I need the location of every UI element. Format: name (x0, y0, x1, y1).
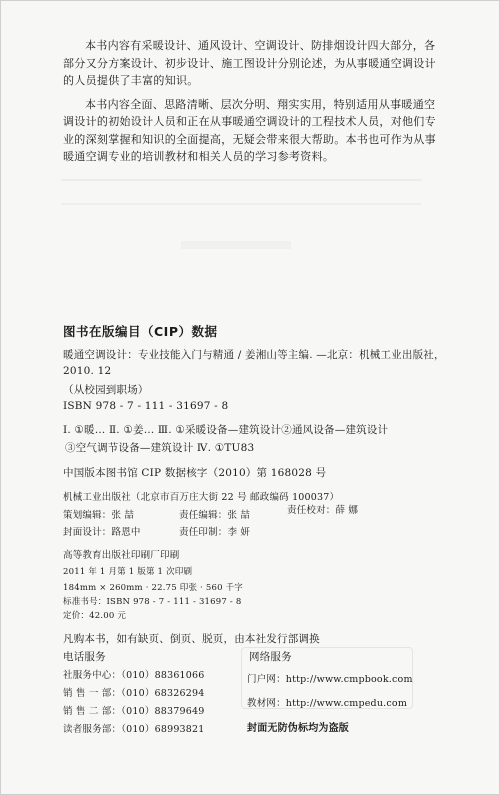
bleed-through-mark (181, 241, 291, 249)
standard-isbn: 标准书号：ISBN 978 - 7 - 111 - 31697 - 8 (63, 597, 242, 607)
phone-service-center: 社服务中心：（010）88361066 (63, 670, 205, 681)
cip-line: 暖通空调设计：专业技能入门与精通 / 姜湘山等主编. —北京：机械工业出版社， (63, 349, 445, 361)
cip-line: （从校园到职场） (63, 384, 149, 396)
phone-sales-1: 销 售 一 部：（010）68326294 (63, 688, 205, 699)
format: 184mm × 260mm · 22.75 印张 · 560 千字 (63, 583, 243, 593)
phone-sales-2: 销 售 二 部：（010）88379649 (63, 706, 205, 717)
cip-title: 图书在版编目（CIP）数据 (63, 324, 218, 339)
responsible-editor: 责任编辑：张 喆 (179, 510, 251, 521)
phone-reader-service: 读者服务部：（010）68993821 (63, 724, 205, 735)
book-description (63, 37, 443, 166)
cip-line: 2010. 12 (63, 365, 112, 377)
cip-line: Ⅰ. ①暖… Ⅱ. ①姜… Ⅲ. ①采暖设备—建筑设计②通风设备—建筑设计 (63, 424, 389, 436)
network-service-header: 网络服务 (249, 651, 292, 663)
price: 定价：42.00 元 (63, 611, 127, 621)
description-paragraph-2: 本书内容全面、思路清晰、层次分明、翔实实用，特别适用从事暖通空调设计的初始设计人员和正在从事暖通空调设计的工程技术人员，对他们专业的深刻掌握和知识的全面提高，无疑会带来很大帮助。本书也可作为从事暖通空调专业的培训教材和相关人员的学习参考资料。 (63, 97, 436, 163)
education-website: 教材网：http://www.cmpedu.com (247, 698, 408, 709)
edition: 2011 年 1 月第 1 版第 1 次印刷 (63, 567, 193, 577)
anticounterfeit-notice: 封面无防伪标均为盗版 (247, 723, 349, 734)
description-paragraph-1: 本书内容有采暖设计、通风设计、空调设计、防排烟设计四大部分，各部分又分方案设计、初步设计、施工图设计分别论述，为从事暖通空调设计的人员提供了丰富的知识。 (63, 39, 436, 87)
print-supervisor: 责任印制：李 妍 (179, 527, 251, 538)
cip-isbn: ISBN 978 - 7 - 111 - 31697 - 8 (63, 400, 229, 412)
portal-website: 门户网：http://www.cmpbook.com (247, 674, 413, 685)
proofreader: 责任校对：薛 娜 (287, 505, 359, 516)
publisher-address: 机械工业出版社（北京市百万庄大街 22 号 邮政编码 100037） (63, 492, 340, 503)
phone-service-header: 电话服务 (63, 651, 106, 663)
cip-line: ③空气调节设备—建筑设计 Ⅳ. ①TU83 (65, 442, 255, 454)
planning-editor: 策划编辑：张 喆 (63, 510, 135, 521)
printer: 高等教育出版社印刷厂印刷 (63, 550, 180, 561)
cip-number: 中国版本图书馆 CIP 数据核字（2010）第 168028 号 (63, 467, 327, 479)
cover-designer: 封面设计：路恩中 (63, 527, 141, 538)
return-notice: 凡购本书，如有缺页、倒页、脱页，由本社发行部调换 (63, 633, 320, 645)
bleed-through-mark (61, 179, 421, 205)
